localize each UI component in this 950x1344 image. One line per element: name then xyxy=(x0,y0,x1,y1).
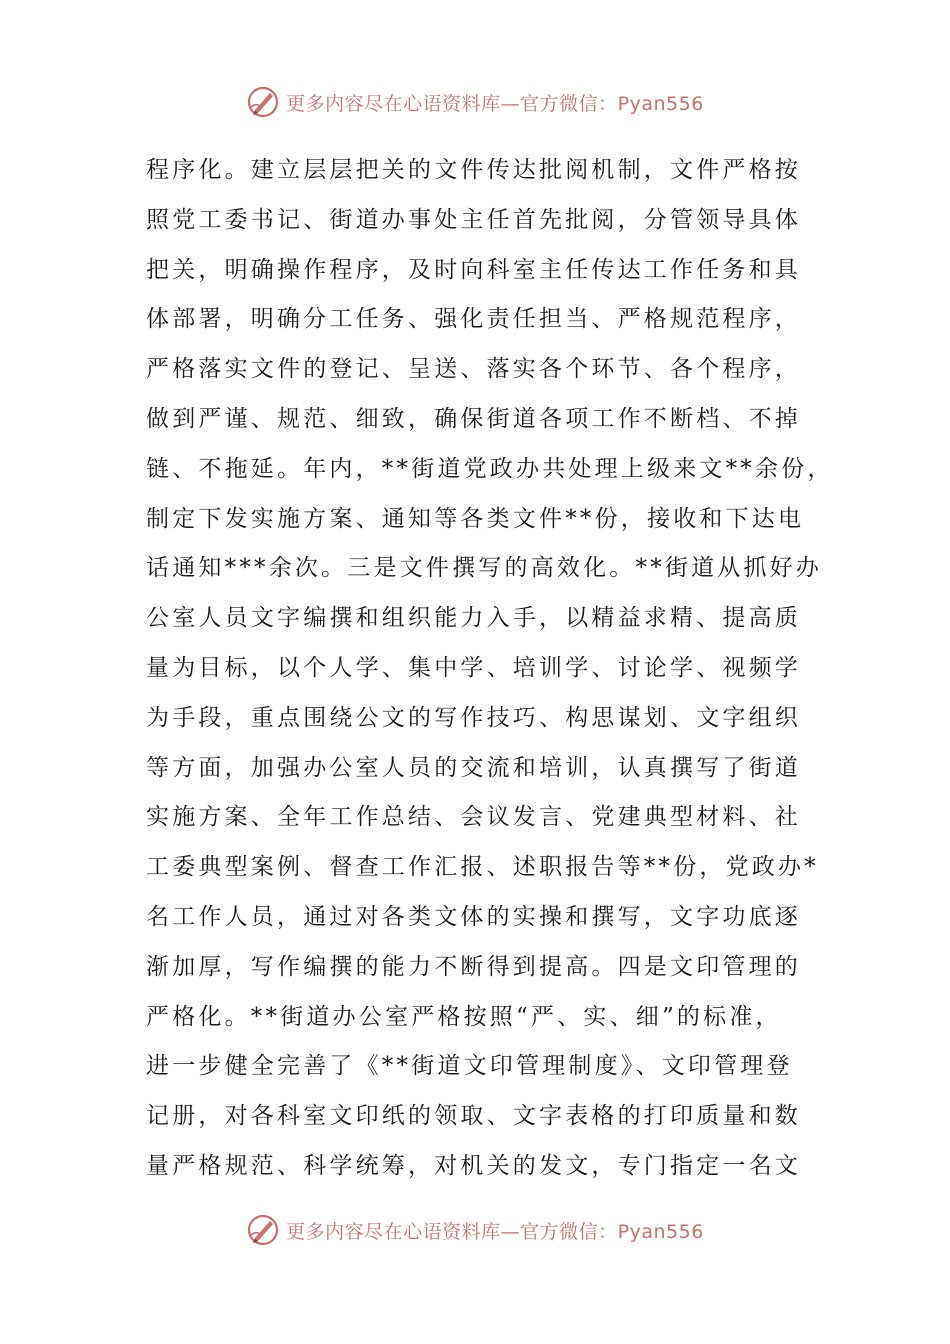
text-line: 严格化。**街道办公室严格按照“严、实、细”的标准， xyxy=(146,1003,782,1030)
text-line: 量为目标，以个人学、集中学、培训学、讨论学、视频学 xyxy=(146,654,801,681)
watermark-footer xyxy=(0,1210,950,1250)
text-line: 渐加厚，写作编撰的能力不断得到提高。四是文印管理的 xyxy=(146,953,801,980)
watermark-handle: Pyan556 xyxy=(617,92,704,115)
pen-logo-icon xyxy=(246,1213,280,1247)
text-line: 话通知***余次。三是文件撰写的高效化。**街道从抓好办 xyxy=(146,555,823,582)
text-line: 程序化。建立层层把关的文件传达批阅机制，文件严格按 xyxy=(146,157,801,183)
pen-logo-icon xyxy=(246,85,280,119)
watermark-label: 更多内容尽在心语资料库—官方微信： xyxy=(286,1220,618,1243)
text-line: 实施方案、全年工作总结、会议发言、党建典型材料、社 xyxy=(146,804,801,831)
text-line: 做到严谨、规范、细致，确保街道各项工作不断档、不掉 xyxy=(146,405,801,432)
text-line: 严格落实文件的登记、呈送、落实各个环节、各个程序， xyxy=(146,356,801,383)
text-line: 为手段，重点围绕公文的写作技巧、构思谋划、文字组织 xyxy=(146,704,801,731)
text-line: 公室人员文字编撰和组织能力入手，以精益求精、提高质 xyxy=(146,605,801,632)
text-line: 体部署，明确分工任务、强化责任担当、严格规范程序， xyxy=(146,306,801,333)
text-line: 把关，明确操作程序，及时向科室主任传达工作任务和具 xyxy=(146,256,801,283)
text-line: 进一步健全完善了《**街道文印管理制度》、文印管理登 xyxy=(146,1053,793,1080)
watermark-label: 更多内容尽在心语资料库—官方微信： xyxy=(286,92,618,115)
text-line: 制定下发实施方案、通知等各类文件**份，接收和下达电 xyxy=(146,505,805,532)
text-line: 照党工委书记、街道办事处主任首先批阅，分管领导具体 xyxy=(146,206,801,233)
watermark-text xyxy=(286,1217,704,1244)
document-body xyxy=(146,146,834,1192)
text-line: 工委典型案例、督查工作汇报、述职报告等**份，党政办* xyxy=(146,854,819,881)
text-line: 等方面，加强办公室人员的交流和培训，认真撰写了街道 xyxy=(146,754,801,781)
text-line: 量严格规范、科学统筹，对机关的发文，专门指定一名文 xyxy=(146,1152,801,1179)
watermark-handle: Pyan556 xyxy=(617,1220,704,1243)
text-line: 记册，对各科室文印纸的领取、文字表格的打印质量和数 xyxy=(146,1103,801,1130)
watermark-text xyxy=(286,89,704,116)
text-line: 名工作人员，通过对各类文体的实操和撰写，文字功底逐 xyxy=(146,903,801,930)
watermark-header xyxy=(0,82,950,122)
text-line: 链、不拖延。年内，**街道党政办共处理上级来文**余份， xyxy=(146,455,834,482)
